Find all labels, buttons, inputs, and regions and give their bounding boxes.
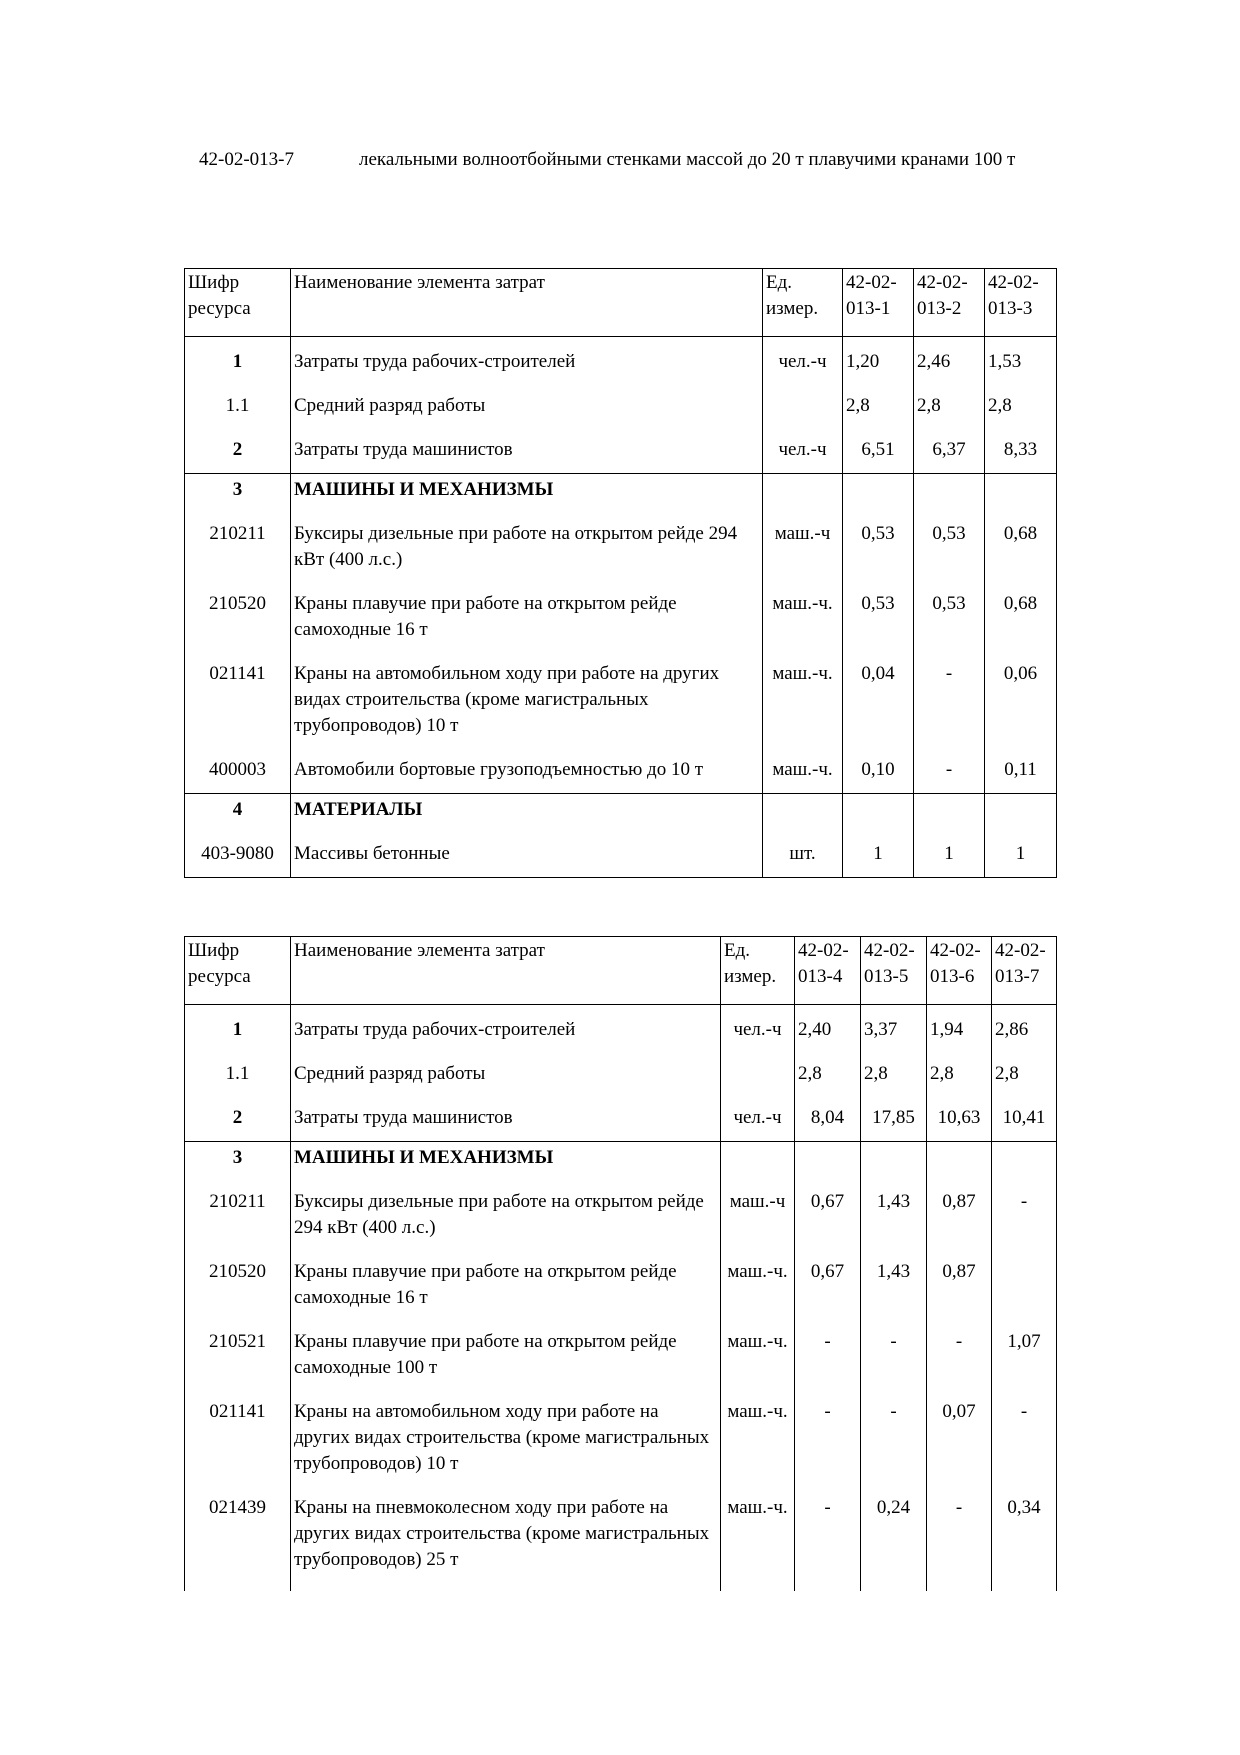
- spacer-cell: [185, 1005, 291, 1018]
- table-row: [185, 1105, 1057, 1142]
- column-header: 42-02-013-2: [914, 269, 985, 337]
- norm-value: 0,68: [985, 591, 1057, 661]
- spacer-cell: [795, 1005, 861, 1018]
- norm-value: 2,8: [985, 393, 1057, 437]
- unit: [763, 794, 843, 842]
- cost-element-name: Краны плавучие при работе на открытом рейде самоходные 16 т: [291, 591, 763, 661]
- unit: шт.: [763, 841, 843, 878]
- column-header: 42-02-013-7: [992, 937, 1057, 1005]
- cost-element-name: Средний разряд работы: [291, 393, 763, 437]
- cost-element-name: Автомобили бортовые грузоподъемностью до 10 т: [291, 757, 763, 794]
- unit: маш.-ч.: [721, 1495, 795, 1591]
- norm-value: 2,8: [843, 393, 914, 437]
- table-row: [185, 794, 1057, 842]
- unit: [721, 1142, 795, 1190]
- norm-value: 6,37: [914, 437, 985, 474]
- norm-value: 1: [985, 841, 1057, 878]
- cost-element-name: Краны плавучие при работе на открытом рейде самоходные 16 т: [291, 1259, 721, 1329]
- table-row: [185, 1329, 1057, 1399]
- unit: маш.-ч.: [763, 591, 843, 661]
- cost-element-name: Краны на автомобильном ходу при работе на других видах строительства (кроме магистральных трубопроводов) 10 т: [291, 661, 763, 757]
- norm-value: 0,53: [843, 591, 914, 661]
- norm-value: 0,67: [795, 1189, 861, 1259]
- norm-code: 42-02-013-7: [199, 149, 294, 170]
- table-row: [185, 1061, 1057, 1105]
- norm-value: 6,51: [843, 437, 914, 474]
- resource-code: 1.1: [185, 393, 291, 437]
- cost-element-name: Затраты труда рабочих-строителей: [291, 349, 763, 393]
- table-row: [185, 757, 1057, 794]
- resource-code: 2: [185, 437, 291, 474]
- column-header: Наименование элемента затрат: [291, 269, 763, 337]
- column-header: Ед. измер.: [763, 269, 843, 337]
- table-row: [185, 661, 1057, 757]
- resource-code: 021141: [185, 661, 291, 757]
- norm-value: 2,8: [795, 1061, 861, 1105]
- norms-table-2: [184, 936, 1057, 1591]
- column-header: 42-02-013-6: [927, 937, 992, 1005]
- header-row: [185, 269, 1057, 337]
- norm-value: 1: [914, 841, 985, 878]
- norm-value: [985, 794, 1057, 842]
- column-header: Ед. измер.: [721, 937, 795, 1005]
- resource-code: 1: [185, 349, 291, 393]
- table-row: [185, 521, 1057, 591]
- norm-value: 10,41: [992, 1105, 1057, 1142]
- resource-code: 1: [185, 1017, 291, 1061]
- cost-element-name: Буксиры дизельные при работе на открытом рейде 294 кВт (400 л.с.): [291, 1189, 721, 1259]
- unit: [763, 474, 843, 522]
- cost-element-name: Массивы бетонные: [291, 841, 763, 878]
- cost-element-name: МАШИНЫ И МЕХАНИЗМЫ: [291, 474, 763, 522]
- spacer-row: [185, 1005, 1057, 1018]
- unit: чел.-ч: [721, 1017, 795, 1061]
- norm-value: -: [927, 1495, 992, 1591]
- norm-value: 0,34: [992, 1495, 1057, 1591]
- norm-value: 1,20: [843, 349, 914, 393]
- resource-code: 210211: [185, 521, 291, 591]
- column-header: Наименование элемента затрат: [291, 937, 721, 1005]
- cost-element-name: МАШИНЫ И МЕХАНИЗМЫ: [291, 1142, 721, 1190]
- cost-element-name: Средний разряд работы: [291, 1061, 721, 1105]
- spacer-cell: [843, 337, 914, 350]
- norm-value: 1: [843, 841, 914, 878]
- resource-code: 1.1: [185, 1061, 291, 1105]
- unit: маш.-ч: [763, 521, 843, 591]
- norm-value: -: [795, 1329, 861, 1399]
- norm-value: 2,46: [914, 349, 985, 393]
- spacer-cell: [985, 337, 1057, 350]
- norm-value: 2,40: [795, 1017, 861, 1061]
- norm-value: 0,11: [985, 757, 1057, 794]
- table-row: [185, 393, 1057, 437]
- norm-value: 0,04: [843, 661, 914, 757]
- spacer-row: [185, 337, 1057, 350]
- table-row: [185, 474, 1057, 522]
- resource-code: 2: [185, 1105, 291, 1142]
- table-row: [185, 349, 1057, 393]
- resource-code: 210520: [185, 1259, 291, 1329]
- norm-value: -: [914, 757, 985, 794]
- unit: чел.-ч: [763, 349, 843, 393]
- norm-value: 2,8: [861, 1061, 927, 1105]
- norm-value: -: [914, 661, 985, 757]
- unit: [763, 393, 843, 437]
- unit: маш.-ч.: [721, 1329, 795, 1399]
- norm-value: 1,07: [992, 1329, 1057, 1399]
- norm-value: 17,85: [861, 1105, 927, 1142]
- cost-element-name: Буксиры дизельные при работе на открытом рейде 294 кВт (400 л.с.): [291, 521, 763, 591]
- table-row: [185, 1142, 1057, 1190]
- cost-element-name: МАТЕРИАЛЫ: [291, 794, 763, 842]
- unit: маш.-ч.: [721, 1259, 795, 1329]
- unit: [721, 1061, 795, 1105]
- norm-value: 10,63: [927, 1105, 992, 1142]
- norm-value: 0,07: [927, 1399, 992, 1495]
- norm-value: 0,67: [795, 1259, 861, 1329]
- resource-code: 210520: [185, 591, 291, 661]
- norm-value: -: [861, 1399, 927, 1495]
- norm-value: 0,06: [985, 661, 1057, 757]
- norm-value: -: [861, 1329, 927, 1399]
- norm-value: -: [795, 1495, 861, 1591]
- spacer-cell: [721, 1005, 795, 1018]
- norm-value: 2,8: [927, 1061, 992, 1105]
- norm-value: 2,86: [992, 1017, 1057, 1061]
- norm-value: 2,8: [914, 393, 985, 437]
- column-header: 42-02-013-4: [795, 937, 861, 1005]
- norm-value: 1,94: [927, 1017, 992, 1061]
- norm-value: 0,53: [914, 521, 985, 591]
- norm-value: [843, 474, 914, 522]
- cost-element-name: Краны на автомобильном ходу при работе на других видах строительства (кроме магистральных трубопроводов) 10 т: [291, 1399, 721, 1495]
- norm-value: 8,33: [985, 437, 1057, 474]
- resource-code: 3: [185, 1142, 291, 1190]
- spacer-cell: [992, 1005, 1057, 1018]
- table-row: [185, 1495, 1057, 1591]
- cost-element-name: Краны на пневмоколесном ходу при работе на других видах строительства (кроме магистральных трубопроводов) 25 т: [291, 1495, 721, 1591]
- norm-value: [985, 474, 1057, 522]
- column-header: 42-02-013-5: [861, 937, 927, 1005]
- spacer-cell: [914, 337, 985, 350]
- header-row: [185, 937, 1057, 1005]
- norm-value: 8,04: [795, 1105, 861, 1142]
- norm-value: [992, 1259, 1057, 1329]
- norm-value: [914, 794, 985, 842]
- spacer-cell: [185, 337, 291, 350]
- table-row: [185, 591, 1057, 661]
- column-header: 42-02-013-3: [985, 269, 1057, 337]
- spacer-cell: [291, 337, 763, 350]
- resource-code: 3: [185, 474, 291, 522]
- norm-title: лекальными волноотбойными стенками массой до 20 т плавучими кранами 100 т: [359, 149, 1016, 170]
- norm-value: [843, 794, 914, 842]
- norm-value: 0,10: [843, 757, 914, 794]
- norm-value: 0,24: [861, 1495, 927, 1591]
- norm-value: 0,53: [914, 591, 985, 661]
- norm-value: 0,53: [843, 521, 914, 591]
- norm-value: [914, 474, 985, 522]
- cost-element-name: Затраты труда машинистов: [291, 437, 763, 474]
- spacer-cell: [861, 1005, 927, 1018]
- unit: чел.-ч: [721, 1105, 795, 1142]
- resource-code: 021141: [185, 1399, 291, 1495]
- norm-value: 0,87: [927, 1259, 992, 1329]
- unit: маш.-ч.: [763, 661, 843, 757]
- norm-value: -: [795, 1399, 861, 1495]
- cost-element-name: Краны плавучие при работе на открытом рейде самоходные 100 т: [291, 1329, 721, 1399]
- unit: чел.-ч: [763, 437, 843, 474]
- resource-code: 021439: [185, 1495, 291, 1591]
- norms-table-1: [184, 268, 1057, 878]
- table-row: [185, 1017, 1057, 1061]
- norm-value: -: [992, 1399, 1057, 1495]
- table-row: [185, 841, 1057, 878]
- table-row: [185, 437, 1057, 474]
- resource-code: 4: [185, 794, 291, 842]
- norm-value: 3,37: [861, 1017, 927, 1061]
- norm-value: 0,87: [927, 1189, 992, 1259]
- norm-value: 1,53: [985, 349, 1057, 393]
- norm-value: 2,8: [992, 1061, 1057, 1105]
- cost-element-name: Затраты труда машинистов: [291, 1105, 721, 1142]
- unit: маш.-ч.: [721, 1399, 795, 1495]
- resource-code: 403-9080: [185, 841, 291, 878]
- norm-value: [992, 1142, 1057, 1190]
- resource-code: 400003: [185, 757, 291, 794]
- norm-value: -: [992, 1189, 1057, 1259]
- table-row: [185, 1399, 1057, 1495]
- spacer-cell: [291, 1005, 721, 1018]
- unit: маш.-ч: [721, 1189, 795, 1259]
- norm-value: [861, 1142, 927, 1190]
- spacer-cell: [927, 1005, 992, 1018]
- cost-element-name: Затраты труда рабочих-строителей: [291, 1017, 721, 1061]
- column-header: Шифр ресурса: [185, 937, 291, 1005]
- norm-value: 0,68: [985, 521, 1057, 591]
- norm-value: 1,43: [861, 1259, 927, 1329]
- norm-value: -: [927, 1329, 992, 1399]
- norm-value: 1,43: [861, 1189, 927, 1259]
- resource-code: 210211: [185, 1189, 291, 1259]
- norm-value: [795, 1142, 861, 1190]
- column-header: 42-02-013-1: [843, 269, 914, 337]
- unit: маш.-ч.: [763, 757, 843, 794]
- column-header: Шифр ресурса: [185, 269, 291, 337]
- spacer-cell: [763, 337, 843, 350]
- norm-value: [927, 1142, 992, 1190]
- table-row: [185, 1189, 1057, 1259]
- resource-code: 210521: [185, 1329, 291, 1399]
- table-row: [185, 1259, 1057, 1329]
